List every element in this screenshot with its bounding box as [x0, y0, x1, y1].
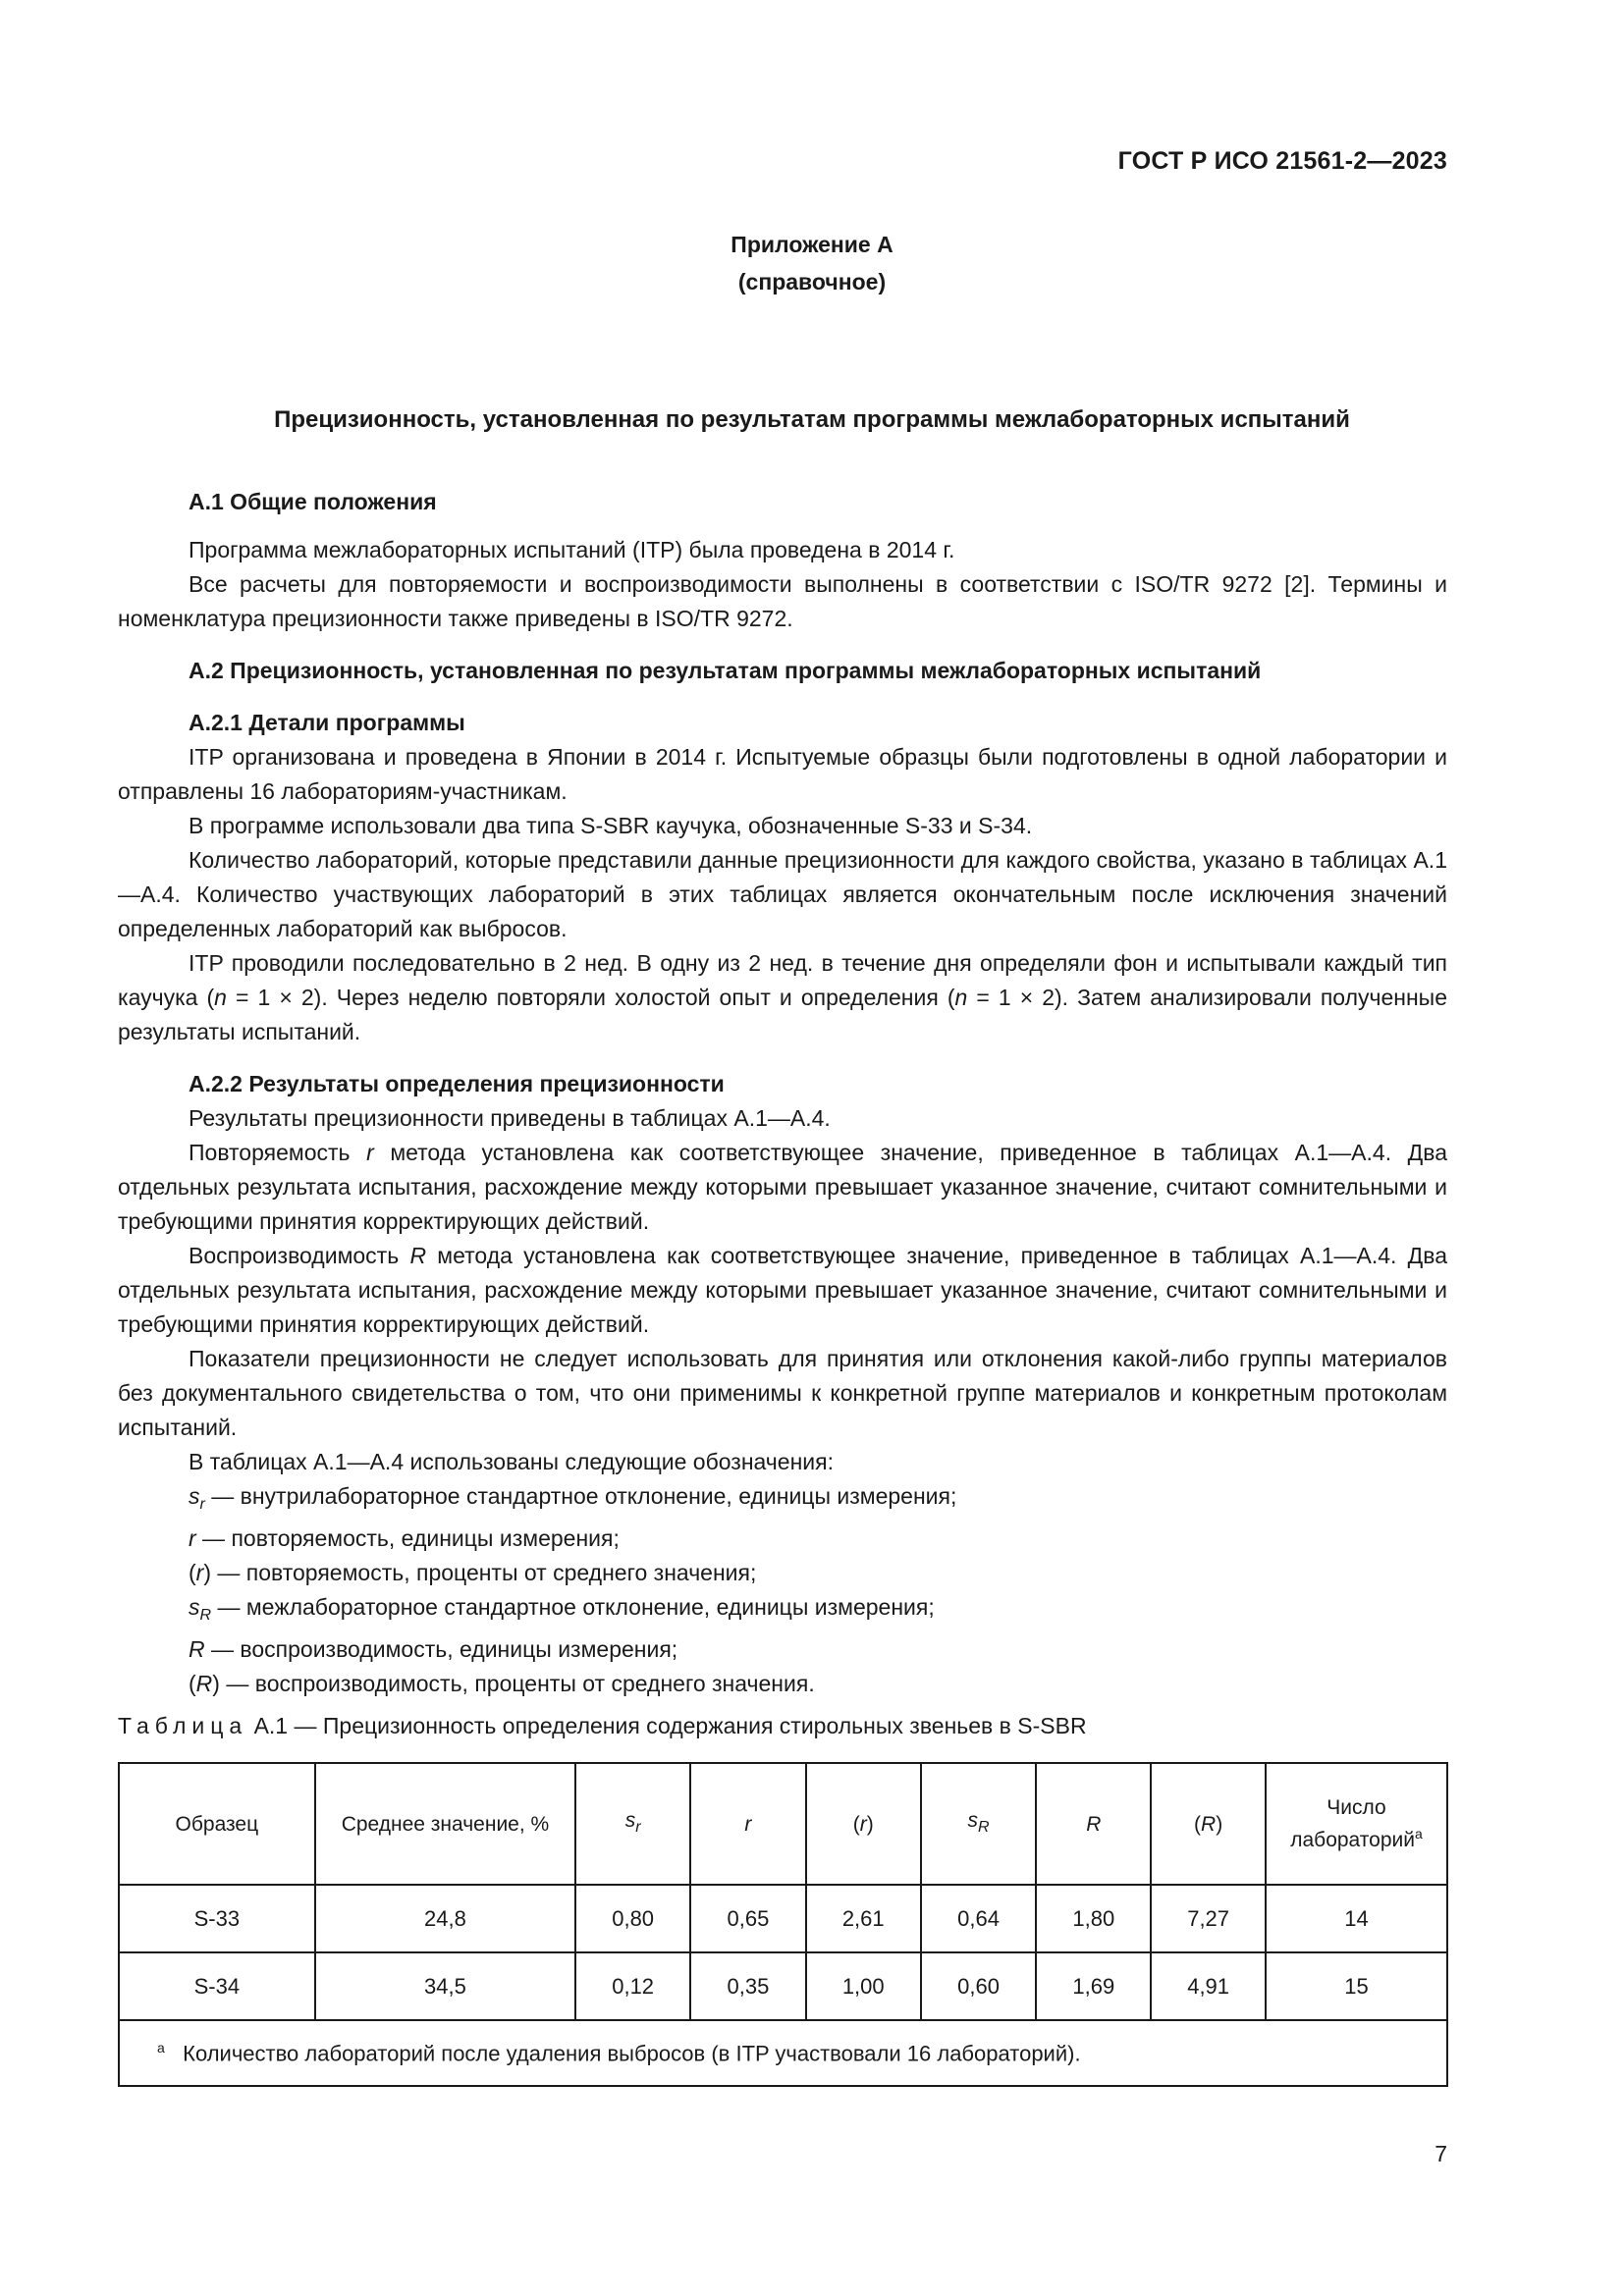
table-cell: 0,12: [575, 1952, 690, 2020]
page-number: 7: [1435, 2141, 1447, 2166]
section-a1-heading: А.1 Общие положения: [189, 489, 437, 514]
symbol-R-percent: (R) — воспроизводимость, проценты от среднего значения.: [189, 1671, 815, 1696]
table-cell: S-33: [119, 1885, 315, 1952]
table-header-row: [119, 1763, 1447, 1885]
paragraph: В таблицах А.1—А.4 использованы следующие обозначения:: [189, 1449, 834, 1474]
table-cell: 34,5: [315, 1952, 576, 2020]
header-sR: $s_R$: [921, 1763, 1037, 1885]
header-r-percent: (r): [806, 1763, 921, 1885]
document-code: ГОСТ Р ИСО 21561-2—2023: [1117, 147, 1447, 175]
table-cell: 24,8: [315, 1885, 576, 1952]
paragraph: Результаты прецизионности приведены в таблицах А.1—А.4.: [189, 1105, 831, 1131]
table-row: [119, 1952, 1447, 2020]
paragraph: ITP организована и проведена в Японии в 2014 г. Испытуемые образцы были подготовлены в одной лаборатории и отправлены 16 лабораториям-участникам.: [118, 744, 1447, 804]
table-row: [119, 1885, 1447, 1952]
header-sample: Образец: [119, 1763, 315, 1885]
paragraph: Все расчеты для повторяемости и воспроизводимости выполнены в соответствии с ISO/TR 9272 [2]. Термины и номенклатура прецизионности также приведены в ISO/TR 9272.: [118, 571, 1447, 631]
header-R: R: [1036, 1763, 1151, 1885]
table-cell: 0,60: [921, 1952, 1037, 2020]
table-cell: 0,80: [575, 1885, 690, 1952]
symbol-r: r — повторяемость, единицы измерения;: [189, 1525, 620, 1551]
symbol-sr: $s_r$ — внутрилабораторное стандартное отклонение, единицы измерения;: [189, 1483, 957, 1513]
annex-type: (справочное): [737, 269, 887, 294]
table-cell: 15: [1266, 1952, 1447, 2020]
table-cell: 1,80: [1036, 1885, 1151, 1952]
paragraph: Программа межлабораторных испытаний (ITP) была проведена в 2014 г.: [189, 537, 955, 562]
paragraph: Воспроизводимость R метода установлена как соответствующее значение, приведенное в таблицах А.1—А.4. Два отдельных результата испытания, расхождение между которыми превышает указанное значение, считают сомнительными и требующими принятия корректирующих действий.: [118, 1243, 1447, 1337]
symbol-r-percent: (r) — повторяемость, проценты от среднего значения;: [189, 1560, 757, 1585]
header-sr: $s_r$: [575, 1763, 690, 1885]
annex-title: Приложение А: [731, 232, 893, 257]
precision-table: [118, 1762, 1448, 2087]
table-cell: 1,69: [1036, 1952, 1151, 2020]
table-footnote-row: [119, 2020, 1447, 2086]
paragraph: Повторяемость r метода установлена как соответствующее значение, приведенное в таблицах А.1—А.4. Два отдельных результата испытания, расхождение между которыми превышает указанное значение, считают сомнительными и требующими принятия корректирующих действий.: [118, 1140, 1447, 1234]
header-labs: Число лабораторий$^a$: [1266, 1763, 1447, 1885]
table-cell: 7,27: [1151, 1885, 1266, 1952]
section-a22-heading: А.2.2 Результаты определения прецизионности: [189, 1071, 725, 1096]
symbol-sR: $s_R$ — межлабораторное стандартное отклонение, единицы измерения;: [189, 1594, 935, 1624]
header-mean: Среднее значение, %: [315, 1763, 576, 1885]
table-caption: Таблица А.1 — Прецизионность определения содержания стирольных звеньев в S-SBR: [118, 1713, 1087, 1738]
annex-heading: [0, 226, 1624, 300]
paragraph: ITP проводили последовательно в 2 нед. В одну из 2 нед. в течение дня определяли фон и испытывали каждый тип каучука (n = 1 × 2). Через неделю повторяли холостой опыт и определения (n = 1 × 2). Затем анализировали полученные результаты испытаний.: [118, 950, 1448, 1044]
table-cell: 0,64: [921, 1885, 1037, 1952]
table-cell: 0,35: [690, 1952, 806, 2020]
table-cell: 0,65: [690, 1885, 806, 1952]
annex-body: [118, 485, 1447, 1701]
annex-main-title: Прецизионность, установленная по результатам программы межлабораторных испытаний: [274, 406, 1350, 433]
paragraph: Показатели прецизионности не следует использовать для принятия или отклонения какой-либо группы материалов без документального свидетельства о том, что они применимы к конкретной группе материалов и конкретным протоколам испытаний.: [118, 1346, 1447, 1440]
paragraph: Количество лабораторий, которые представили данные прецизионности для каждого свойства, указано в таблицах А.1—А.4. Количество участвующих лабораторий в этих таблицах является окончательным после исключения значений определенных лабораторий как выбросов.: [118, 847, 1447, 941]
table-cell: 1,00: [806, 1952, 921, 2020]
section-a2-heading: А.2 Прецизионность, установленная по результатам программы межлабораторных испытаний: [189, 658, 1262, 683]
header-R-percent: (R): [1151, 1763, 1266, 1885]
symbol-R: R — воспроизводимость, единицы измерения;: [189, 1636, 678, 1662]
table-footnote: $^a$ Количество лабораторий после удаления выбросов (в ITP участвовали 16 лабораторий).: [119, 2020, 1447, 2086]
table-cell: 4,91: [1151, 1952, 1266, 2020]
header-r: r: [690, 1763, 806, 1885]
section-a21-heading: А.2.1 Детали программы: [189, 710, 465, 735]
paragraph: В программе использовали два типа S-SBR каучука, обозначенные S-33 и S-34.: [189, 813, 1033, 838]
table-cell: S-34: [119, 1952, 315, 2020]
table-cell: 14: [1266, 1885, 1447, 1952]
table-cell: 2,61: [806, 1885, 921, 1952]
